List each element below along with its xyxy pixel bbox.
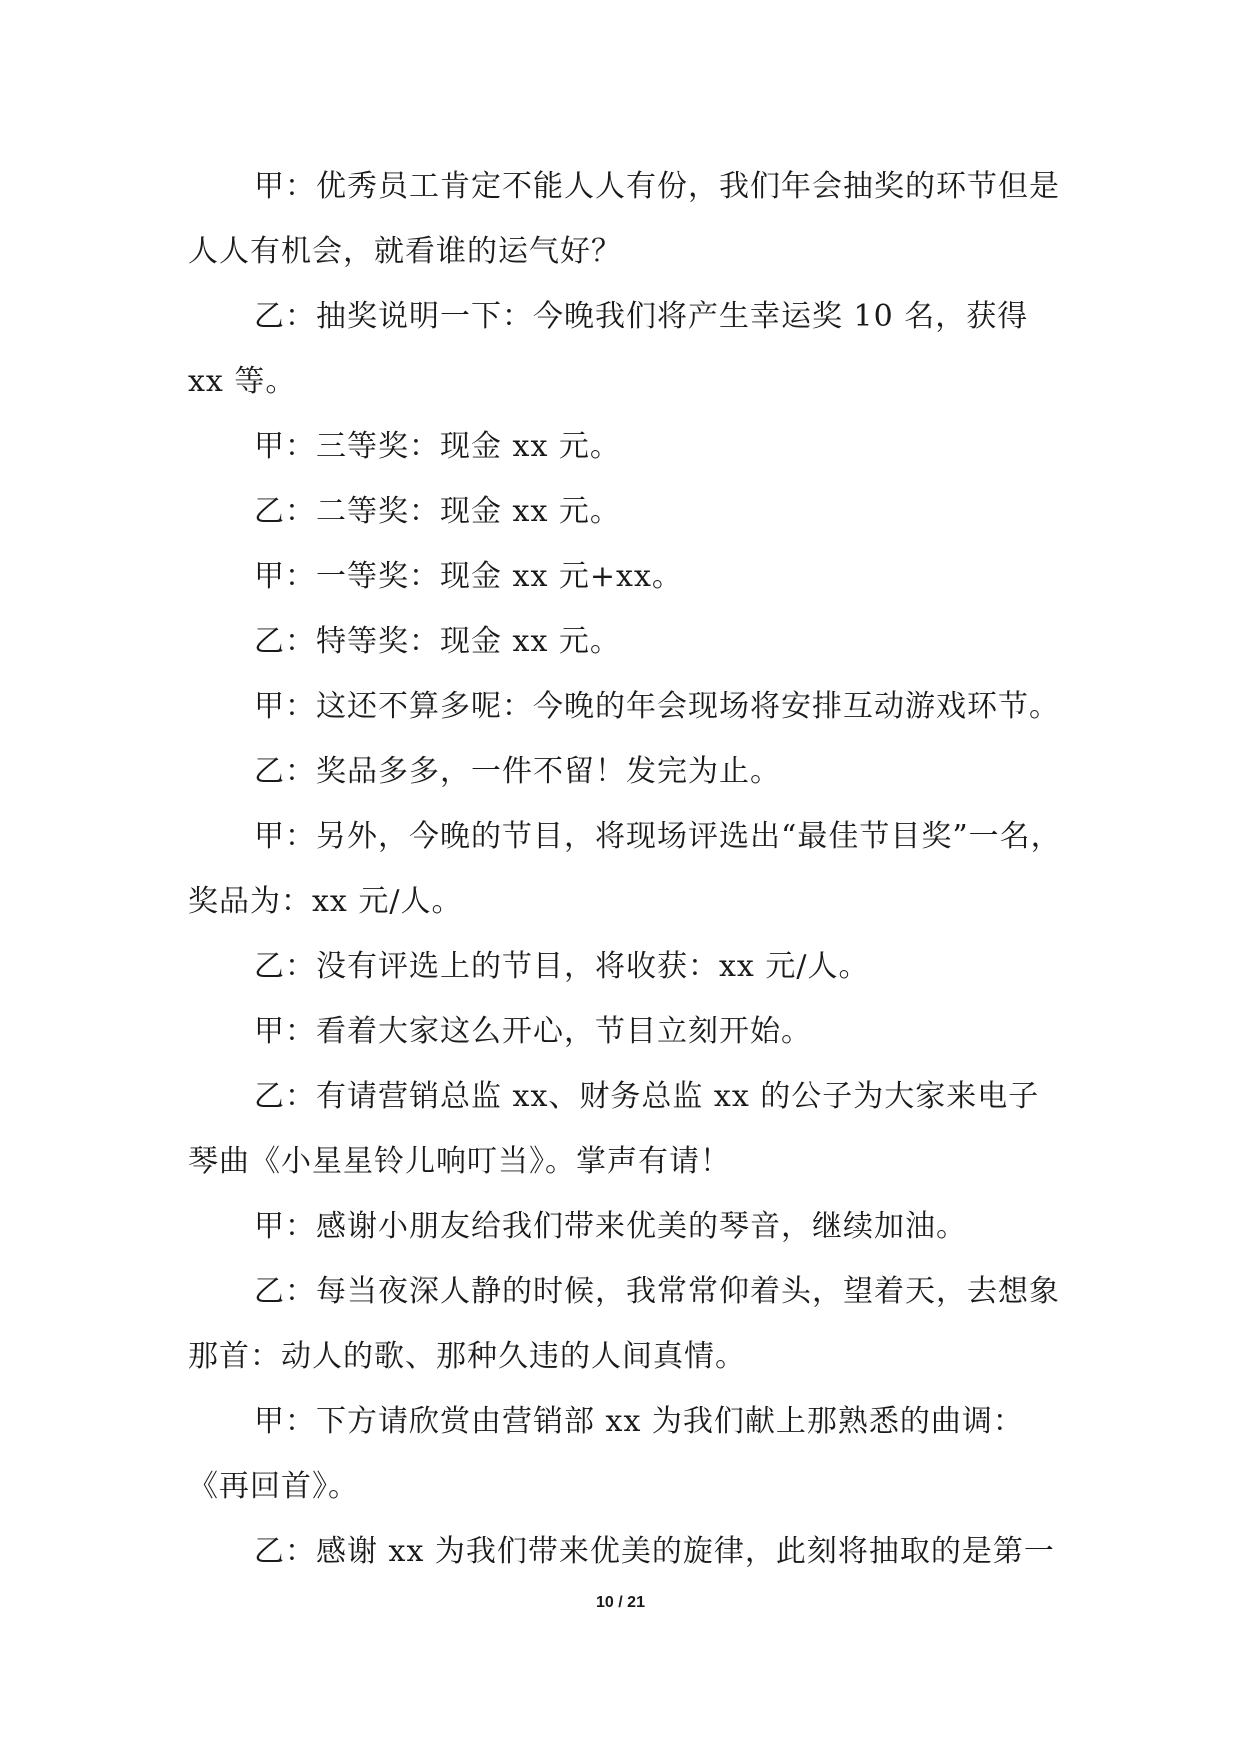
paragraph: 甲：优秀员工肯定不能人人有份，我们年会抽奖的环节但是人人有机会，就看谁的运气好？	[188, 169, 1060, 269]
paragraph: 甲：一等奖：现金 xx 元+xx。	[254, 559, 683, 594]
page-number: 10 / 21	[596, 1594, 645, 1611]
paragraph: 乙：感谢 xx 为我们带来优美的旋律，此刻将抽取的是第一	[254, 1534, 1055, 1569]
paragraph: 乙：奖品多多，一件不留！发完为止。	[254, 754, 781, 789]
paragraph: 乙：特等奖：现金 xx 元。	[254, 624, 621, 659]
document-body	[188, 154, 1068, 1584]
paragraph: 甲：下方请欣赏由营销部 xx 为我们献上那熟悉的曲调：《再回首》。	[188, 1404, 1024, 1504]
paragraph: 乙：没有评选上的节目，将收获：xx 元/人。	[254, 949, 870, 984]
paragraph: 甲：看着大家这么开心，节目立刻开始。	[254, 1014, 812, 1049]
paragraph: 甲：三等奖：现金 xx 元。	[254, 429, 621, 464]
paragraph: 甲：这还不算多呢：今晚的年会现场将安排互动游戏环节。	[254, 689, 1060, 724]
paragraph: 甲：另外，今晚的节目，将现场评选出“最佳节目奖”一名，奖品为：xx 元/人。	[188, 819, 1062, 919]
paragraph: 乙：有请营销总监 xx、财务总监 xx 的公子为大家来电子琴曲《小星星铃儿响叮当》。掌声有请！	[188, 1079, 1040, 1179]
paragraph: 乙：抽奖说明一下：今晚我们将产生幸运奖 10 名，获得 xx 等。	[188, 299, 1039, 399]
paragraph: 乙：每当夜深人静的时候，我常常仰着头，望着天，去想象那首：动人的歌、那种久违的人间真情。	[188, 1274, 1060, 1374]
paragraph: 甲：感谢小朋友给我们带来优美的琴音，继续加油。	[254, 1209, 967, 1244]
paragraph: 乙：二等奖：现金 xx 元。	[254, 494, 621, 529]
